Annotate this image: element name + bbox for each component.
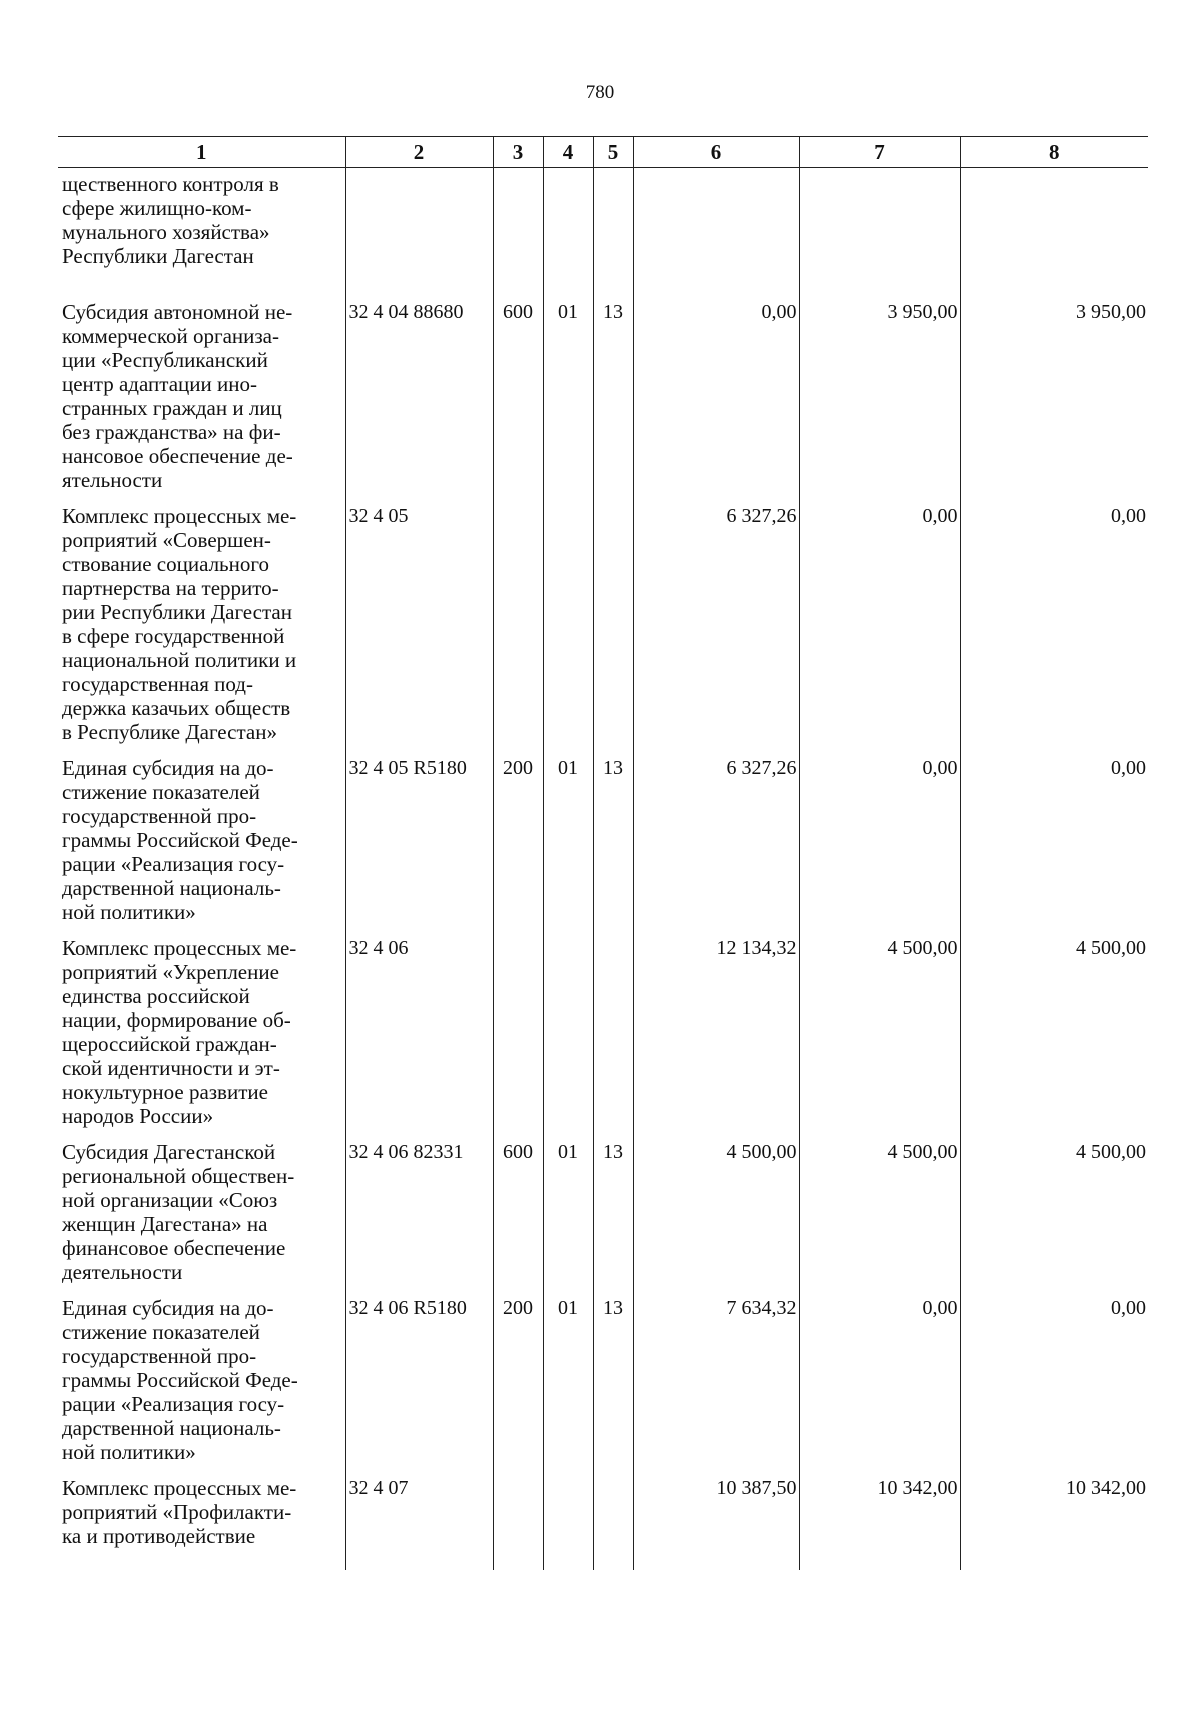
cell-name [58,1284,345,1464]
cell-col-8: 0,00 [960,1284,1148,1464]
name-line: дарственной националь- [62,1416,281,1440]
cell-col-3 [493,168,543,289]
name-line: Единая субсидия на до- [62,1296,274,1320]
name-line: рации «Реализация госу- [62,1392,285,1416]
header-col-4: 4 [543,137,593,168]
name-line: партнерства на террито- [62,576,279,600]
cell-col-5 [593,492,633,744]
cell-col-3 [493,924,543,1128]
header-col-1: 1 [58,137,345,168]
table-row [58,744,1148,924]
cell-col-8: 4 500,00 [960,924,1148,1128]
name-line: ной политики» [62,1440,196,1464]
name-line: щероссийской граждан- [62,1032,277,1056]
cell-code: 32 4 05 [345,492,493,744]
cell-name [58,168,345,289]
name-line: без гражданства» на фи- [62,420,281,444]
cell-col-3: 600 [493,288,543,492]
cell-col-3: 600 [493,1128,543,1284]
header-col-3: 3 [493,137,543,168]
name-line: стижение показателей [62,1320,260,1344]
cell-col-8: 0,00 [960,744,1148,924]
cell-col-3: 200 [493,744,543,924]
cell-col-8: 10 342,00 [960,1464,1148,1570]
table-row [58,924,1148,1128]
table-row [58,168,1148,289]
name-line: ка и противодействие [62,1524,256,1548]
cell-col-3: 200 [493,1284,543,1464]
header-row [58,137,1148,168]
name-line: Комплекс процессных ме- [62,504,297,528]
cell-col-3 [493,1464,543,1570]
name-line: странных граждан и лиц [62,396,282,420]
cell-code: 32 4 04 88680 [345,288,493,492]
header-col-6: 6 [633,137,799,168]
cell-col-5 [593,168,633,289]
name-line: граммы Российской Феде- [62,828,298,852]
budget-table [58,136,1148,1570]
cell-code [345,168,493,289]
cell-code: 32 4 06 82331 [345,1128,493,1284]
cell-col-4: 01 [543,288,593,492]
cell-col-6: 6 327,26 [633,744,799,924]
cell-col-7: 0,00 [799,492,960,744]
table-row [58,288,1148,492]
cell-code: 32 4 06 [345,924,493,1128]
name-line: нации, формирование об- [62,1008,291,1032]
cell-col-6: 10 387,50 [633,1464,799,1570]
name-line: единства российской [62,984,250,1008]
name-line: центр адаптации ино- [62,372,257,396]
name-line: нокультурное развитие [62,1080,268,1104]
name-line: народов России» [62,1104,214,1128]
cell-col-3 [493,492,543,744]
cell-col-4 [543,492,593,744]
cell-col-4: 01 [543,744,593,924]
cell-col-6: 6 327,26 [633,492,799,744]
cell-name [58,492,345,744]
page-number: 780 [585,82,615,103]
cell-col-6: 4 500,00 [633,1128,799,1284]
name-line: граммы Российской Феде- [62,1368,298,1392]
cell-code: 32 4 05 R5180 [345,744,493,924]
name-line: финансовое обеспечение [62,1236,286,1260]
name-line: Единая субсидия на до- [62,756,274,780]
name-line: роприятий «Совершен- [62,528,271,552]
cell-name [58,744,345,924]
cell-col-5: 13 [593,1284,633,1464]
cell-col-7 [799,168,960,289]
cell-col-7: 0,00 [799,1284,960,1464]
cell-col-7: 4 500,00 [799,1128,960,1284]
header-col-5: 5 [593,137,633,168]
cell-col-5: 13 [593,1128,633,1284]
cell-col-4: 01 [543,1284,593,1464]
header-col-8: 8 [960,137,1148,168]
cell-code: 32 4 06 R5180 [345,1284,493,1464]
name-line: роприятий «Укрепление [62,960,279,984]
name-line: государственной про- [62,1344,257,1368]
name-line: национальной политики и [62,648,297,672]
name-line: ции «Республиканский [62,348,268,372]
name-line: стижение показателей [62,780,260,804]
name-line: женщин Дагестана» на [62,1212,268,1236]
cell-col-7: 0,00 [799,744,960,924]
cell-col-5 [593,1464,633,1570]
table-row [58,1464,1148,1570]
cell-col-7: 4 500,00 [799,924,960,1128]
cell-code: 32 4 07 [345,1464,493,1570]
cell-col-4 [543,168,593,289]
table-row [58,1284,1148,1464]
cell-col-8: 4 500,00 [960,1128,1148,1284]
name-line: ной политики» [62,900,196,924]
name-line: деятельности [62,1260,183,1284]
cell-col-7: 3 950,00 [799,288,960,492]
name-line: Комплекс процессных ме- [62,1476,297,1500]
name-line: ской идентичности и эт- [62,1056,280,1080]
name-line: Субсидия Дагестанской [62,1140,276,1164]
cell-col-5: 13 [593,288,633,492]
name-line: Субсидия автономной не- [62,300,293,324]
cell-col-6 [633,168,799,289]
cell-col-8: 0,00 [960,492,1148,744]
name-line: Республики Дагестан [62,244,254,268]
cell-col-8 [960,168,1148,289]
table-body [58,168,1148,1571]
cell-name [58,1128,345,1284]
name-line: рации «Реализация госу- [62,852,285,876]
header-col-2: 2 [345,137,493,168]
name-line: сфере жилищно-ком- [62,196,252,220]
table-row [58,1128,1148,1284]
cell-col-6: 12 134,32 [633,924,799,1128]
name-line: региональной обществен- [62,1164,295,1188]
name-line: нансовое обеспечение де- [62,444,293,468]
name-line: дарственной националь- [62,876,281,900]
table-header [58,137,1148,168]
name-line: держка казачьих обществ [62,696,291,720]
name-line: ной организации «Союз [62,1188,278,1212]
name-line: ствование социального [62,552,269,576]
cell-col-5 [593,924,633,1128]
cell-name [58,924,345,1128]
cell-col-5: 13 [593,744,633,924]
table-row [58,492,1148,744]
name-line: государственная под- [62,672,253,696]
name-line: в сфере государственной [62,624,285,648]
cell-col-4 [543,924,593,1128]
name-line: ятельности [62,468,163,492]
name-line: роприятий «Профилакти- [62,1500,292,1524]
name-line: рии Республики Дагестан [62,600,292,624]
cell-name [58,1464,345,1570]
cell-col-4: 01 [543,1128,593,1284]
cell-col-7: 10 342,00 [799,1464,960,1570]
cell-name [58,288,345,492]
cell-col-6: 7 634,32 [633,1284,799,1464]
name-line: мунального хозяйства» [62,220,270,244]
cell-col-6: 0,00 [633,288,799,492]
header-col-7: 7 [799,137,960,168]
name-line: коммерческой организа- [62,324,279,348]
name-line: щественного контроля в [62,172,279,196]
name-line: в Республике Дагестан» [62,720,277,744]
name-line: Комплекс процессных ме- [62,936,297,960]
cell-col-8: 3 950,00 [960,288,1148,492]
name-line: государственной про- [62,804,257,828]
cell-col-4 [543,1464,593,1570]
